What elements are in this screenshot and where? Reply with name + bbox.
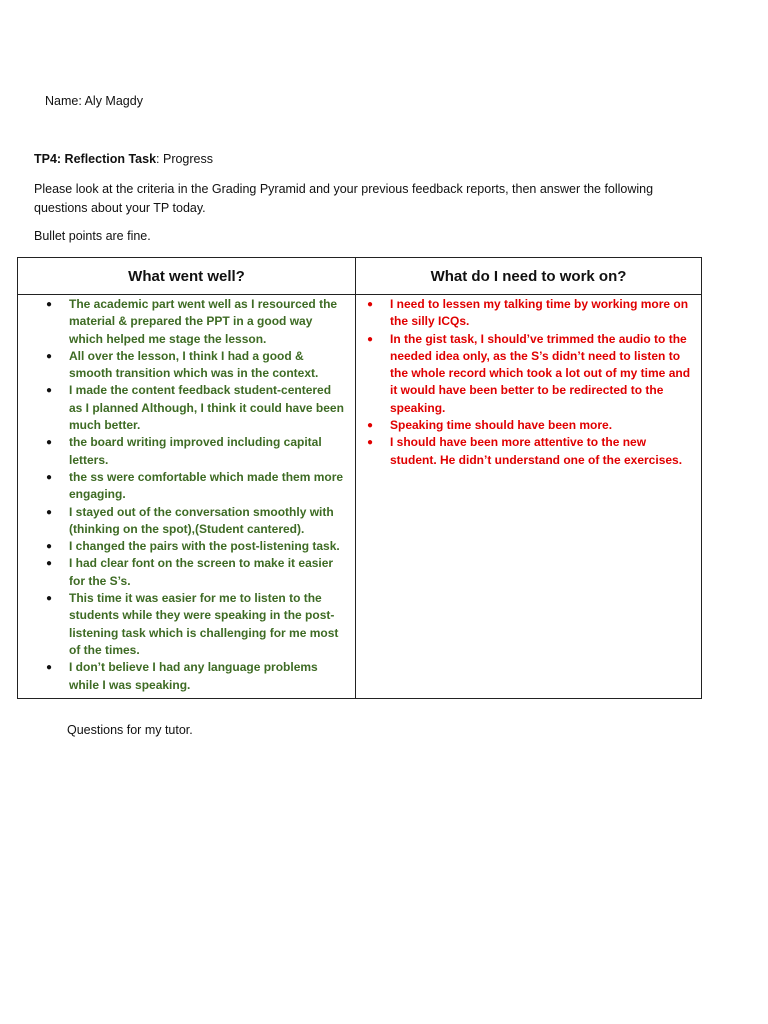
bullet-icon: ● <box>367 333 374 345</box>
bullet-icon: ● <box>367 299 374 310</box>
went-well-item <box>24 538 347 555</box>
went-well-item-text: This time it was easier for me to listen to the students while they were speaking in the post-listening task which is challenging for me most of the times. <box>69 591 339 657</box>
task-colon: : <box>156 152 163 166</box>
bullet-icon: ● <box>367 420 374 432</box>
work-on-cell <box>356 295 702 699</box>
instructions-text: Please look at the criteria in the Grading Pyramid and your previous feedback reports, then answer the following questions about your TP today. <box>34 182 654 215</box>
went-well-item-text: I made the content feedback student-centered as I planned Although, I think it could have been much better. <box>69 383 344 433</box>
bullet-icon: ● <box>46 350 53 362</box>
went-well-item <box>24 555 347 590</box>
went-well-list <box>24 296 347 694</box>
student-name: Name: Aly Magdy <box>45 94 143 108</box>
went-well-item-text: All over the lesson, I think I had a good & smooth transition which was in the context. <box>69 348 319 381</box>
bullet-icon: ● <box>46 299 53 310</box>
went-well-item <box>24 659 347 694</box>
work-on-list <box>362 296 693 469</box>
task-value: Progress <box>162 152 214 166</box>
went-well-item <box>24 504 347 539</box>
work-on-item <box>362 296 693 331</box>
went-well-item-text: I stayed out of the conversation smoothly with (thinking on the spot),(Student cantered). <box>69 504 334 536</box>
bullet-icon: ● <box>46 662 53 674</box>
header-work-on: What do I need to work on? <box>356 258 702 295</box>
bullet-icon: ● <box>367 437 374 449</box>
went-well-item-text: the ss were comfortable which made them more engaging. <box>69 469 344 502</box>
work-on-item-text: I need to lessen my talking time by working more on the silly ICQs. <box>390 297 689 329</box>
bullet-icon: ● <box>46 437 53 449</box>
bullet-icon: ● <box>46 593 53 605</box>
bullet-icon: ● <box>46 541 53 553</box>
header-went-well: What went well? <box>18 258 356 295</box>
work-on-item <box>362 331 693 417</box>
task-label: TP4: Reflection Task <box>34 152 157 166</box>
bullet-note: Bullet points are fine. <box>34 229 151 243</box>
went-well-item-text: I had clear font on the screen to make it easier for the S’s. <box>69 556 334 588</box>
tutor-questions: Questions for my tutor. <box>67 723 193 737</box>
work-on-item-text: In the gist task, I should’ve trimmed the audio to the needed idea only, as the S’s didn’t need to listen to the whole record which took a lot out of my time and it would have been better to be redirected to the speaking. <box>390 331 691 415</box>
went-well-item <box>24 382 347 434</box>
work-on-item-text: I should have been more attentive to the new student. He didn’t understand one of the exercises. <box>390 435 683 467</box>
reflection-table <box>17 257 702 699</box>
work-on-item <box>362 417 693 434</box>
went-well-item <box>24 590 347 659</box>
went-well-item-text: the board writing improved including capital letters. <box>69 435 322 467</box>
bullet-icon: ● <box>46 506 53 518</box>
work-on-item-text: Speaking time should have been more. <box>390 418 613 433</box>
went-well-item <box>24 469 347 504</box>
work-on-item <box>362 434 693 469</box>
went-well-item-text: The academic part went well as I resourced the material & prepared the PPT in a good way which helped me stage the lesson. <box>69 297 338 346</box>
went-well-item-text: I changed the pairs with the post-listening task. <box>69 539 340 554</box>
went-well-item <box>24 296 347 348</box>
bullet-icon: ● <box>46 385 53 397</box>
bullet-icon: ● <box>46 558 53 570</box>
went-well-item-text: I don’t believe I had any language problems while I was speaking. <box>69 660 318 692</box>
went-well-item <box>24 348 347 383</box>
task-title <box>34 152 213 166</box>
bullet-icon: ● <box>46 471 53 483</box>
went-well-cell <box>18 295 356 699</box>
went-well-item <box>24 434 347 469</box>
